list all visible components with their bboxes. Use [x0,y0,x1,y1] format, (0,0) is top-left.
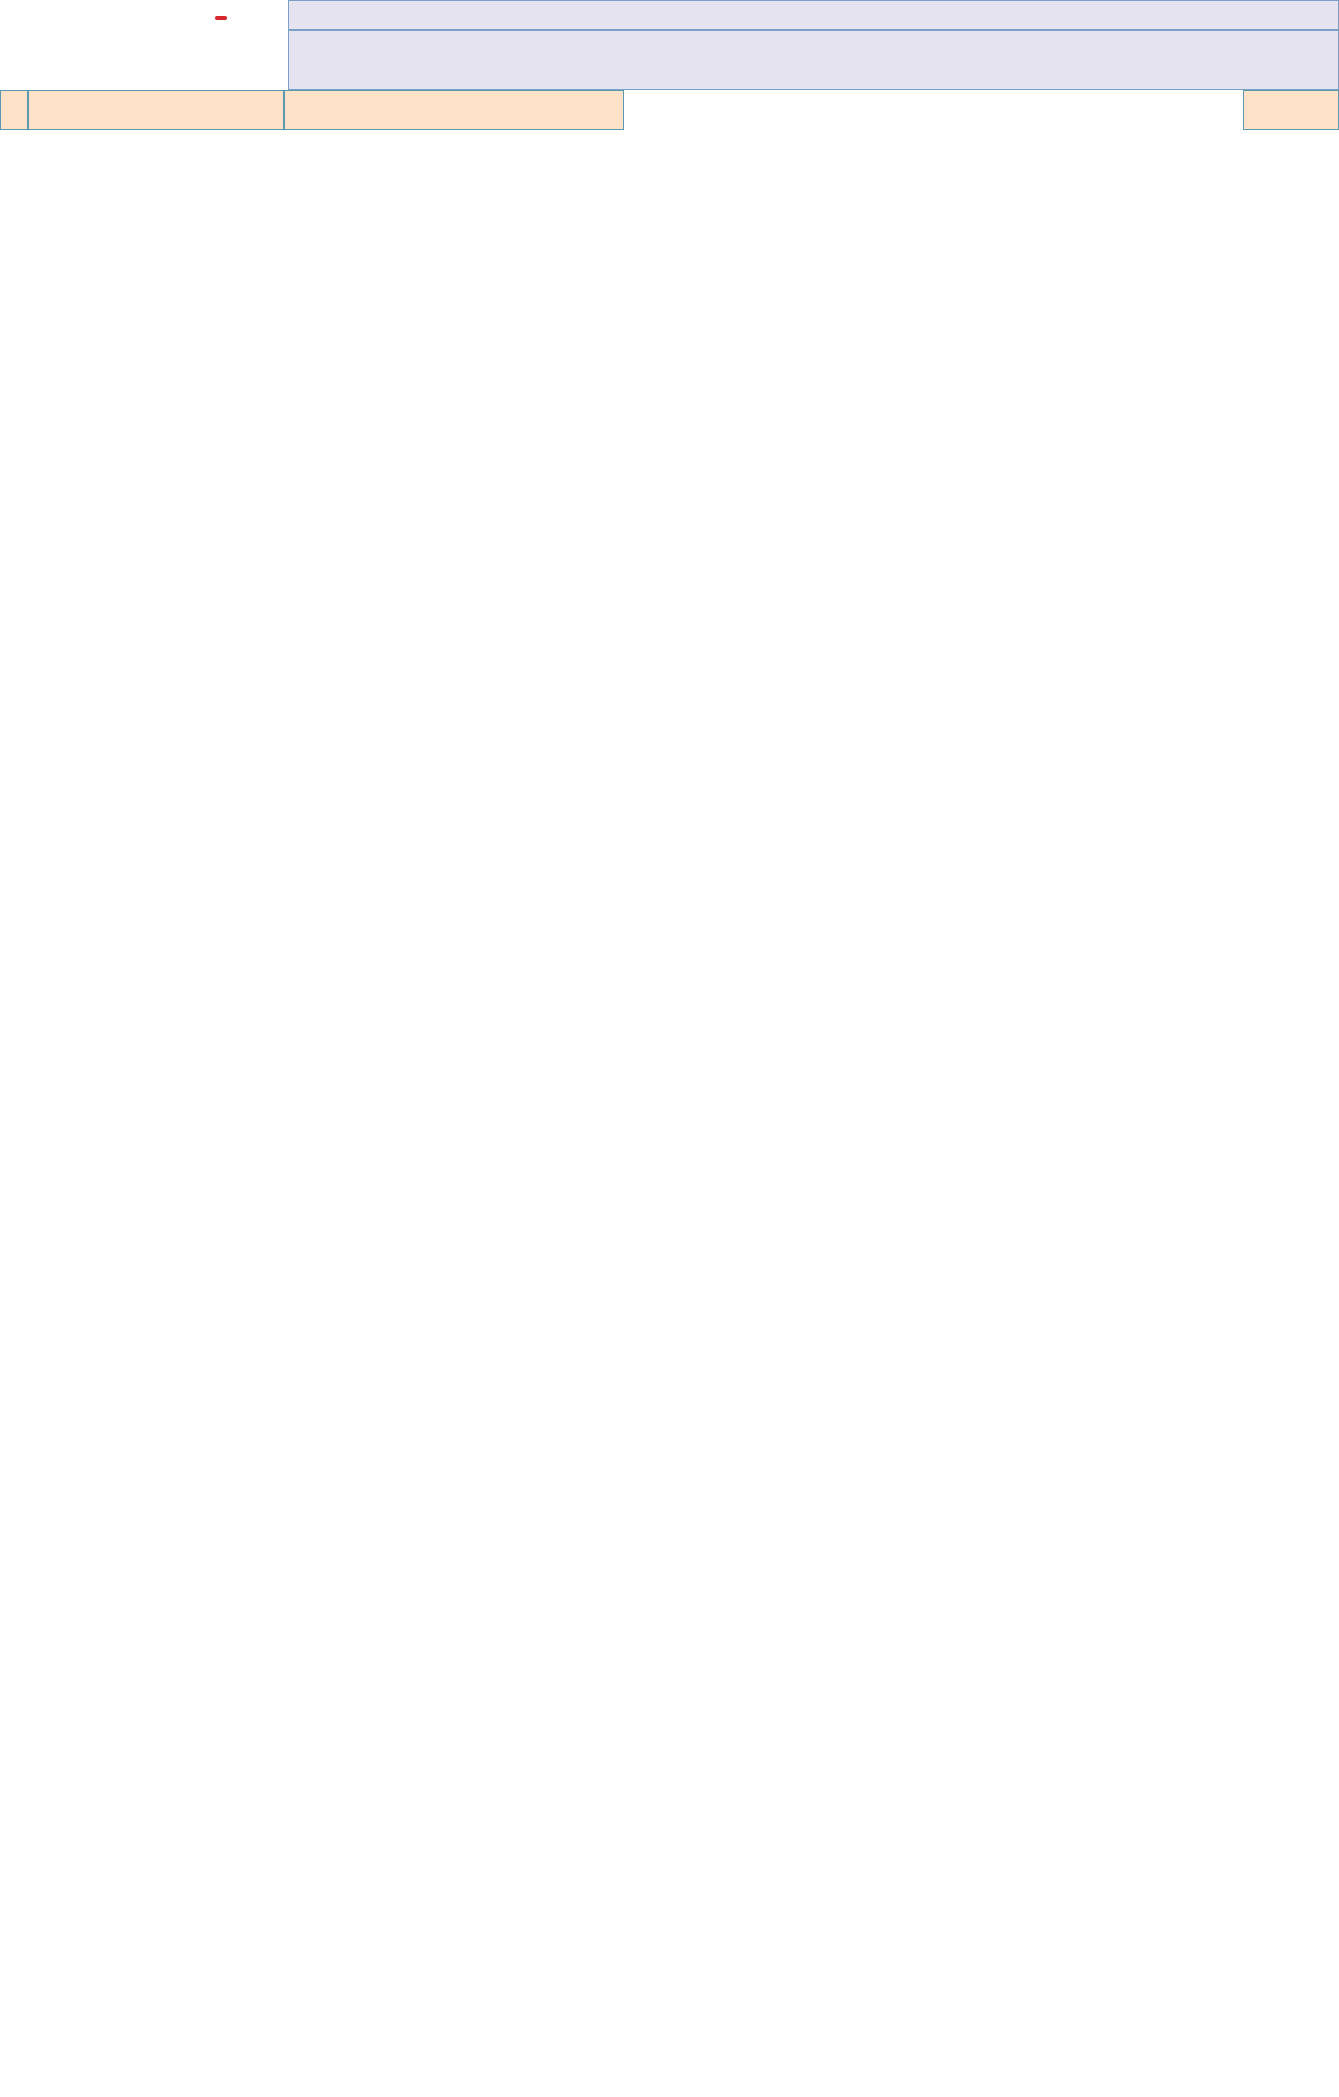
forum-badge [215,16,227,20]
header-total [1243,90,1339,130]
header-tt [0,90,28,130]
month-bar [288,30,1339,90]
header-member [28,90,284,130]
stats-title-bar [288,0,1339,30]
header-dan [284,90,624,130]
ketqua2-logo[interactable] [0,0,288,90]
